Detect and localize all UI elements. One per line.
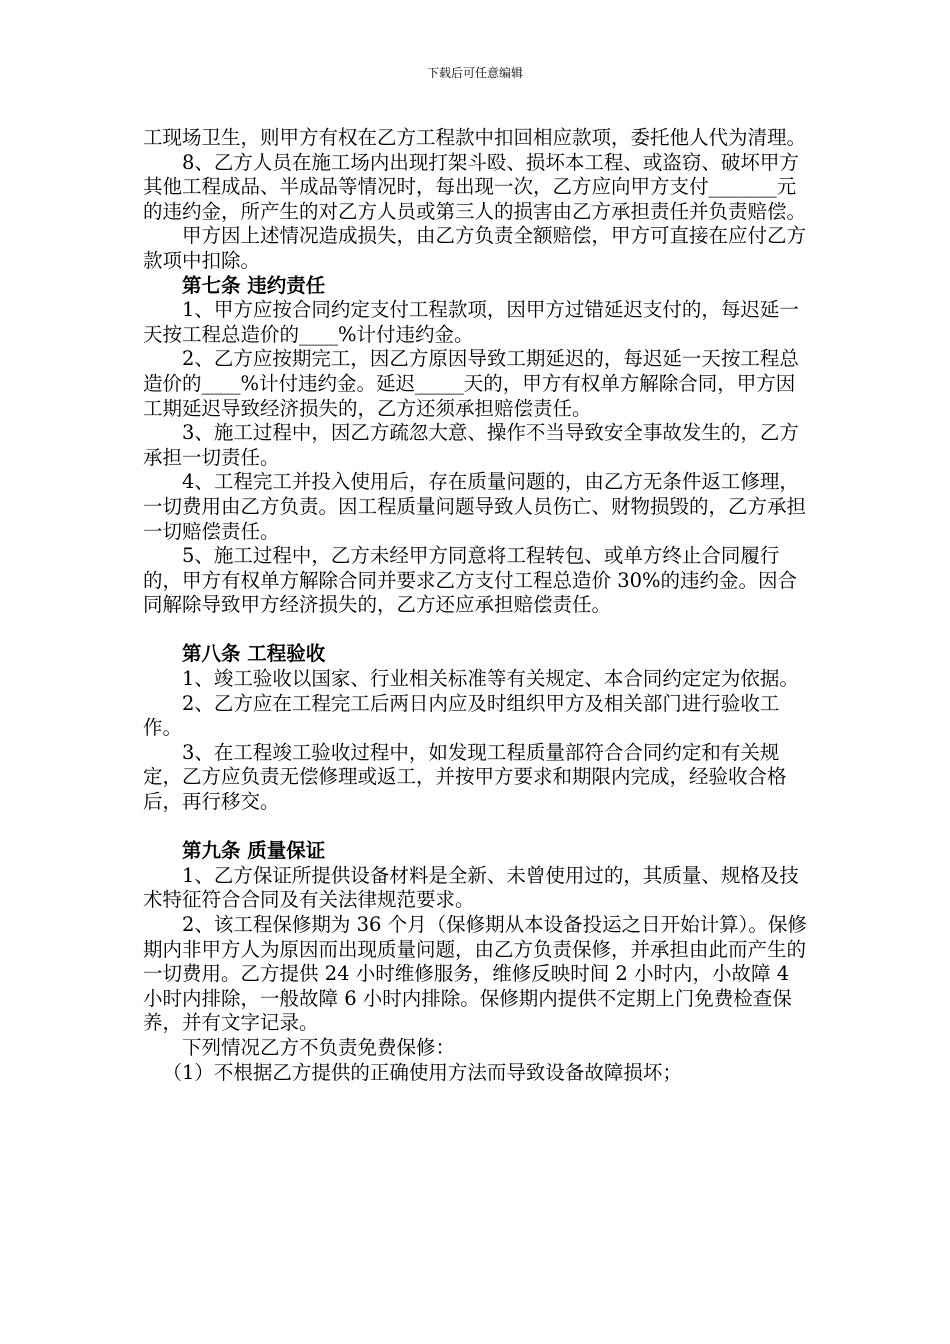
article-9-exclusions-intro: 下列情况乙方不负责免费保修： [182, 1035, 456, 1059]
article-9-exclusion-1: （1）不根据乙方提供的正确使用方法而导致设备故障损坏； [162, 1060, 682, 1084]
article-8-item-1: 1、竣工验收以国家、行业相关标准等有关规定、本合同约定定为依据。 [182, 667, 799, 691]
blank-line [143, 618, 813, 643]
heading-article-8: 第八条 工程验收 [182, 642, 326, 666]
article-7-item-4: 4、工程完工并投入使用后，存在质量问题的，由乙方无条件返工修理，一切费用由乙方负责。因工程质量问题导致人员伤亡、财物损毁的，乙方承担一切赔偿责任。 [143, 470, 807, 543]
heading-article-9: 第九条 质量保证 [182, 839, 326, 863]
article-7-item-2: 2、乙方应按期完工，因乙方原因导致工期延迟的，每迟延一天按工程总造价的____%计付违约金。延迟_____天的，甲方有权单方解除合同，甲方因工期延迟导致经济损失的，乙方还须承担赔偿责任。 [143, 347, 799, 420]
article-7-item-3: 3、施工过程中，因乙方疏忽大意、操作不当导致安全事故发生的，乙方承担一切责任。 [143, 421, 799, 469]
paragraph-cleanup-clause: 工现场卫生，则甲方有权在乙方工程款中扣回相应款项，委托他人代为清理。 [143, 126, 807, 149]
article-9-item-2: 2、该工程保修期为 36 个月（保修期从本设备投运之日开始计算）。保修期内非甲方人为原因而出现质量问题，由乙方负责保修，并承担由此而产生的一切费用。乙方提供 24 小时维修服务，维修反映时间 2 小时内，小故障 4 小时内排除，一般故障 6 小时内排除。保修期内提供不定期上门免费检查保养，并有文字记录。 [143, 913, 807, 1035]
article-8-item-3: 3、在工程竣工验收过程中，如发现工程质量部符合合同约定和有关规定，乙方应负责无偿修理或返工，并按甲方要求和期限内完成，经验收合格后，再行移交。 [143, 740, 787, 814]
article-8-item-2: 2、乙方应在工程完工后两日内应及时组织甲方及相关部门进行验收工作。 [143, 691, 780, 740]
paragraph-item-8: 8、乙方人员在施工场内出现打架斗殴、损坏本工程、或盗窃、破坏甲方其他工程成品、半成品等情况时，每出现一次，乙方应向甲方支付_______元的违约金，所产生的对乙方人员或第三人的损害由乙方承担责任并负责赔偿。 [143, 150, 807, 223]
article-9-item-1: 1、乙方保证所提供设备材料是全新、未曾使用过的，其质量、规格及技术特征符合合同及有关法律规范要求。 [143, 863, 799, 912]
page-header-note: 下载后可任意编辑 [426, 66, 523, 80]
blank-line [143, 815, 813, 840]
paragraph-loss-compensation: 甲方因上述情况造成损失，由乙方负责全额赔偿，甲方可直接在应付乙方款项中扣除。 [143, 224, 807, 272]
heading-article-7: 第七条 违约责任 [182, 273, 326, 297]
article-7-item-1: 1、甲方应按合同约定支付工程款项，因甲方过错延迟支付的，每迟延一天按工程总造价的____%计付违约金。 [143, 298, 799, 346]
document-body [143, 126, 813, 1085]
article-7-item-5: 5、施工过程中，乙方未经甲方同意将工程转包、或单方终止合同履行的，甲方有权单方解除合同并要求乙方支付工程总造价 30%的违约金。因合同解除导致甲方经济损失的，乙方还应承担赔偿责任。 [143, 544, 798, 617]
